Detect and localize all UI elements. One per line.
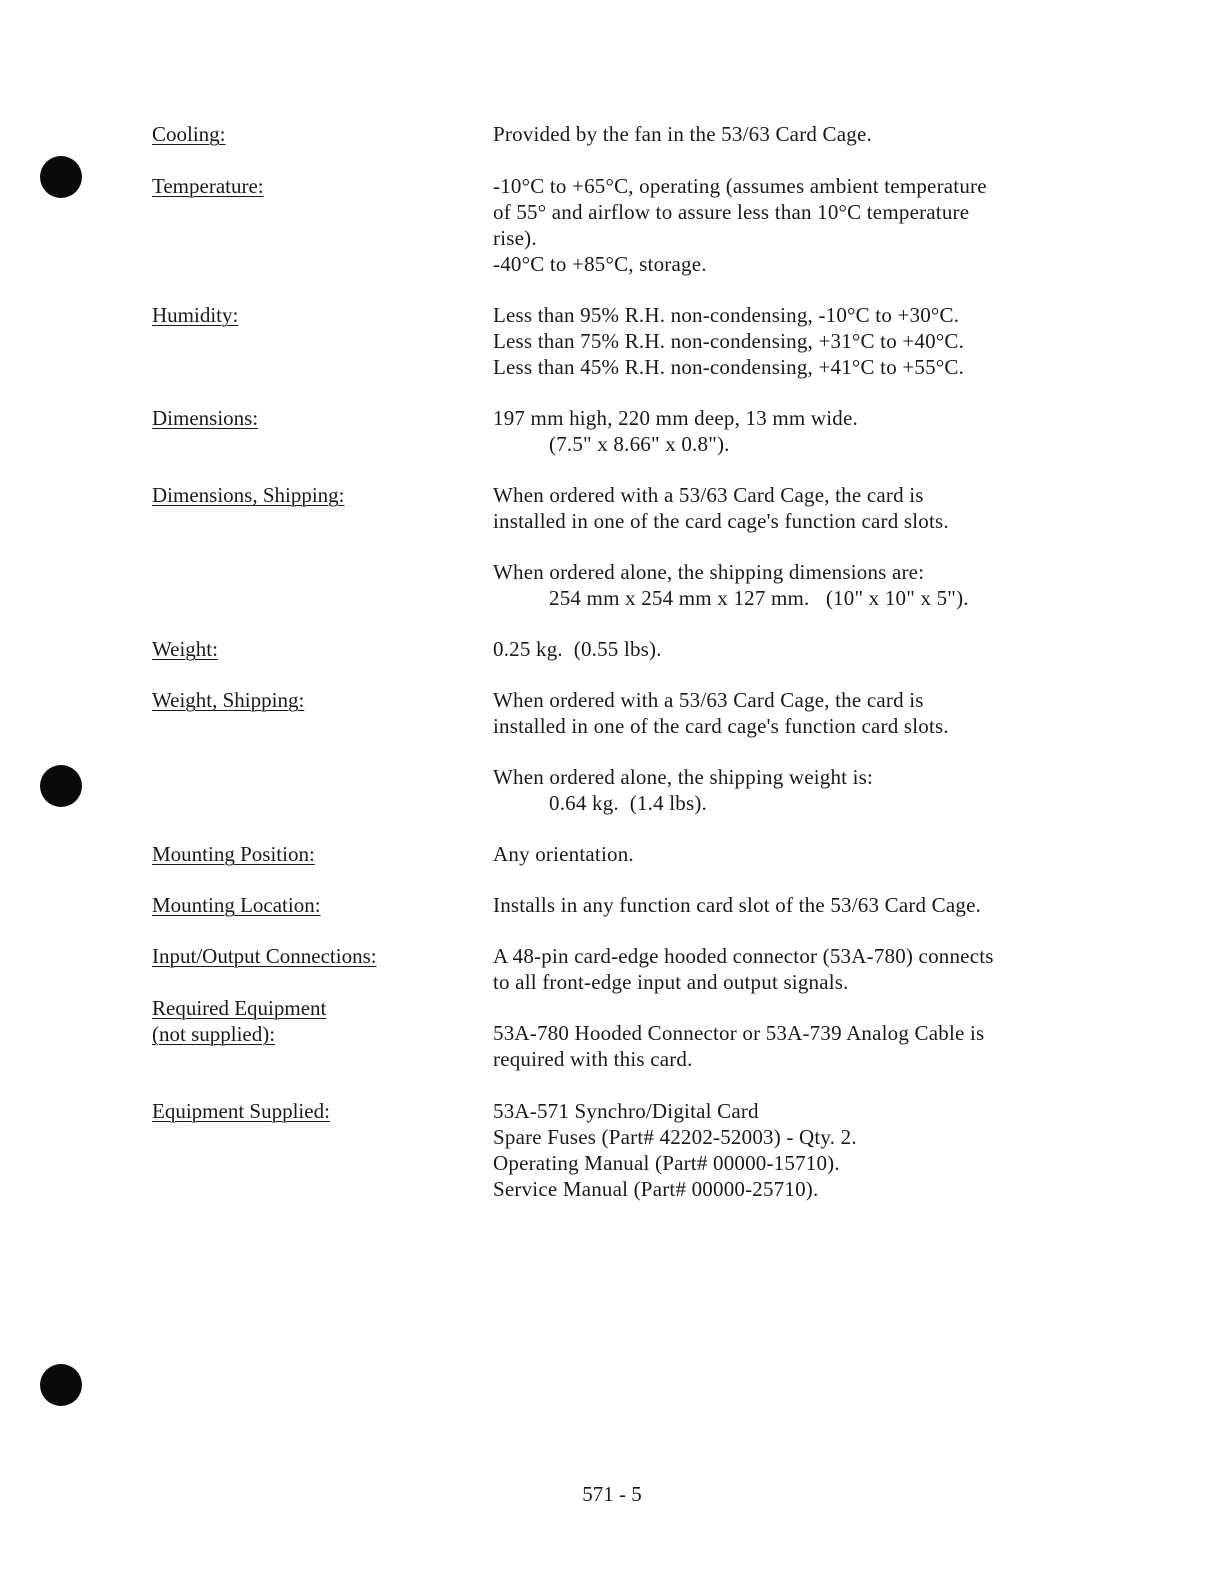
spec-value-line: When ordered with a 53/63 Card Cage, the card is: [493, 688, 924, 712]
spec-value-line: Spare Fuses (Part# 42202-52003) - Qty. 2.: [493, 1125, 857, 1149]
spec-value-line: Provided by the fan in the 53/63 Card Cage.: [493, 122, 872, 146]
spec-value-humidity: [493, 302, 1133, 380]
spec-value-dimensions-shipping-alone: [493, 559, 1133, 611]
spec-value-line: When ordered alone, the shipping dimensions are:: [493, 560, 925, 584]
spec-label-weight: Weight:: [152, 637, 218, 661]
spec-value-equipment-supplied: [493, 1098, 1133, 1202]
spec-value-line: 254 mm x 254 mm x 127 mm. (10" x 10" x 5").: [549, 586, 969, 610]
spec-value-line: Less than 45% R.H. non-condensing, +41°C to +55°C.: [493, 355, 965, 379]
spec-value-line: 53A-780 Hooded Connector or 53A-739 Analog Cable is: [493, 1021, 985, 1045]
spec-label-humidity: Humidity:: [152, 303, 239, 327]
spec-label-line: (not supplied):: [152, 1022, 276, 1046]
spec-label-temperature: Temperature:: [152, 174, 264, 198]
spec-value-line: 0.25 kg. (0.55 lbs).: [493, 637, 662, 661]
spec-value-line: required with this card.: [493, 1047, 693, 1071]
spec-value-line: Operating Manual (Part# 00000-15710).: [493, 1151, 840, 1175]
spec-label-mounting-position: Mounting Position:: [152, 842, 315, 866]
spec-value-mounting-location: [493, 892, 1133, 918]
spec-value-mounting-position: [493, 841, 1133, 867]
spec-value-dimensions: [493, 405, 1133, 457]
spec-value-line: rise).: [493, 226, 537, 250]
spec-label-mounting-location: Mounting Location:: [152, 893, 321, 917]
spec-value-line: Less than 95% R.H. non-condensing, -10°C to +30°C.: [493, 303, 960, 327]
spec-label-weight-shipping: Weight, Shipping:: [152, 688, 305, 712]
spec-value-line: Installs in any function card slot of the 53/63 Card Cage.: [493, 893, 982, 917]
spec-value-required-equipment: [493, 1020, 1133, 1072]
spec-label-equipment-supplied: Equipment Supplied:: [152, 1099, 330, 1123]
spec-value-weight-shipping: [493, 687, 1133, 739]
spec-label-io-connections: Input/Output Connections:: [152, 944, 377, 968]
binder-hole: [40, 765, 82, 807]
binder-hole: [40, 156, 82, 198]
spec-value-line: Any orientation.: [493, 842, 634, 866]
spec-value-line: -40°C to +85°C, storage.: [493, 252, 707, 276]
spec-value-temperature: [493, 173, 1133, 277]
spec-value-weight-shipping-alone: [493, 764, 1133, 816]
spec-value-line: to all front-edge input and output signals.: [493, 970, 849, 994]
spec-value-line: installed in one of the card cage's function card slots.: [493, 509, 949, 533]
spec-value-line: Service Manual (Part# 00000-25710).: [493, 1177, 819, 1201]
spec-value-line: of 55° and airflow to assure less than 10°C temperature: [493, 200, 970, 224]
spec-label-dimensions-shipping: Dimensions, Shipping:: [152, 483, 345, 507]
spec-label-cooling: Cooling:: [152, 122, 226, 146]
spec-label-line: Required Equipment: [152, 996, 327, 1020]
spec-value-weight: [493, 636, 1133, 662]
spec-value-line: 0.64 kg. (1.4 lbs).: [549, 791, 707, 815]
spec-value-line: When ordered with a 53/63 Card Cage, the card is: [493, 483, 924, 507]
spec-label-required-equipment: [152, 995, 452, 1047]
spec-value-line: installed in one of the card cage's function card slots.: [493, 714, 949, 738]
spec-value-line: Less than 75% R.H. non-condensing, +31°C to +40°C.: [493, 329, 965, 353]
binder-hole: [40, 1364, 82, 1406]
spec-value-line: -10°C to +65°C, operating (assumes ambient temperature: [493, 174, 987, 198]
spec-value-line: 197 mm high, 220 mm deep, 13 mm wide.: [493, 406, 858, 430]
spec-label-dimensions: Dimensions:: [152, 406, 259, 430]
spec-value-io-connections: [493, 943, 1133, 995]
spec-value-line: (7.5" x 8.66" x 0.8").: [549, 432, 730, 456]
spec-value-dimensions-shipping: [493, 482, 1133, 534]
spec-value-cooling: [493, 121, 1133, 147]
spec-value-line: When ordered alone, the shipping weight is:: [493, 765, 874, 789]
spec-value-line: A 48-pin card-edge hooded connector (53A-780) connects: [493, 944, 994, 968]
page-number: 571 - 5: [582, 1482, 642, 1506]
spec-value-line: 53A-571 Synchro/Digital Card: [493, 1099, 759, 1123]
